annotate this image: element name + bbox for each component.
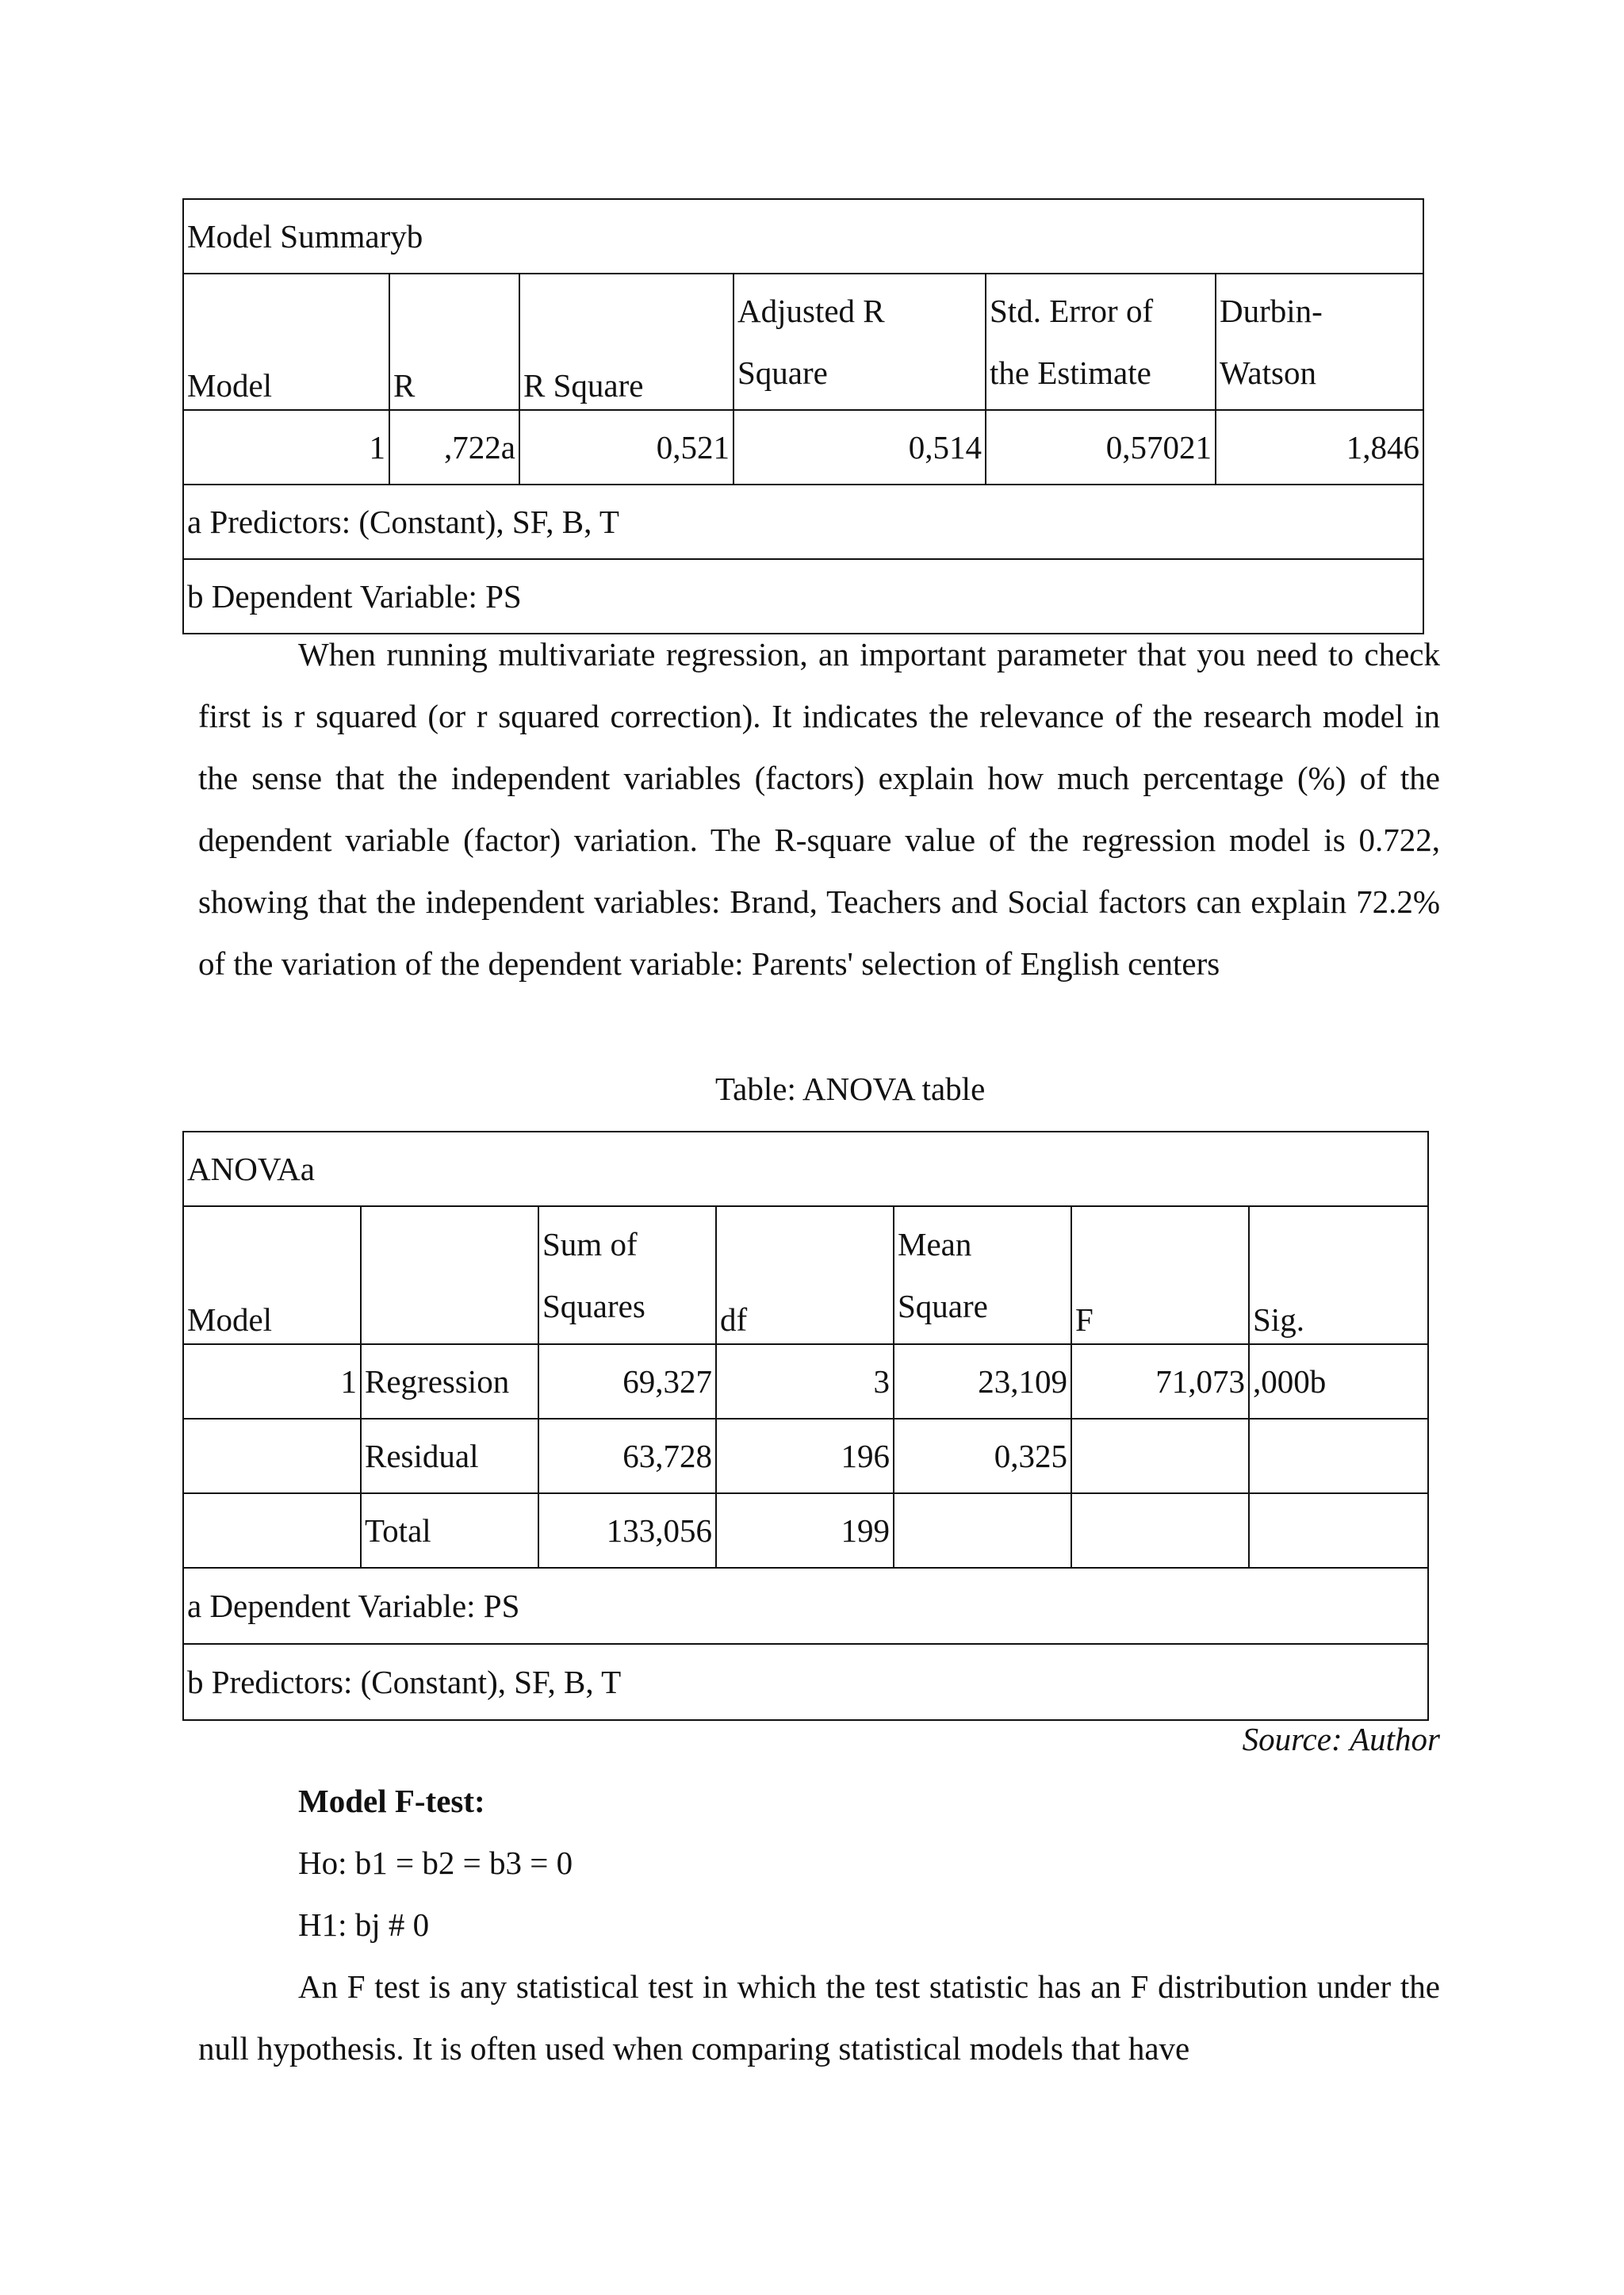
anova-header-sig: Sig.	[1249, 1206, 1428, 1344]
anova-header-f: F	[1071, 1206, 1249, 1344]
anova-cell-model: 1	[183, 1344, 361, 1419]
header-std-error: Std. Error of the Estimate	[986, 274, 1216, 410]
anova-cell-model	[183, 1493, 361, 1568]
anova-cell-df: 199	[716, 1493, 894, 1568]
anova-cell-ss: 69,327	[538, 1344, 716, 1419]
header-r: R	[389, 274, 519, 410]
anova-cell-f: 71,073	[1071, 1344, 1249, 1419]
anova-caption: Table: ANOVA table	[715, 1071, 986, 1107]
anova-cell-model	[183, 1419, 361, 1493]
cell-model: 1	[183, 410, 389, 485]
anova-title: ANOVAa	[183, 1132, 1428, 1206]
anova-header-mean-square: Mean Square	[894, 1206, 1071, 1344]
anova-cell-label: Residual	[361, 1419, 538, 1493]
anova-cell-f	[1071, 1493, 1249, 1568]
ftest-alt-hypothesis: H1: bj # 0	[298, 1906, 430, 1943]
cell-r-square: 0,521	[519, 410, 733, 485]
anova-header-model: Model	[183, 1206, 361, 1344]
model-summary-title: Model Summaryb	[183, 199, 1423, 274]
table-row	[183, 1419, 1428, 1493]
header-durbin-watson: Durbin- Watson	[1216, 274, 1423, 410]
cell-adjusted-r-square: 0,514	[733, 410, 986, 485]
table-row	[183, 1493, 1428, 1568]
anova-table	[182, 1131, 1429, 1721]
ftest-heading: Model F-test:	[298, 1783, 485, 1819]
header-adjusted-r-square: Adjusted R Square	[733, 274, 986, 410]
anova-cell-ms: 0,325	[894, 1419, 1071, 1493]
anova-header-blank	[361, 1206, 538, 1344]
ftest-null-hypothesis: Ho: b1 = b2 = b3 = 0	[298, 1845, 573, 1881]
anova-cell-label: Regression	[361, 1344, 538, 1419]
anova-cell-sig	[1249, 1493, 1428, 1568]
cell-std-error: 0,57021	[986, 410, 1216, 485]
anova-cell-df: 3	[716, 1344, 894, 1419]
cell-r: ,722a	[389, 410, 519, 485]
anova-note-a: a Dependent Variable: PS	[183, 1568, 1428, 1644]
anova-note-b: b Predictors: (Constant), SF, B, T	[183, 1644, 1428, 1720]
header-r-square: R Square	[519, 274, 733, 410]
anova-cell-sig	[1249, 1419, 1428, 1493]
anova-cell-f	[1071, 1419, 1249, 1493]
anova-header-sum-of-squares: Sum of Squares	[538, 1206, 716, 1344]
cell-durbin-watson: 1,846	[1216, 410, 1423, 485]
source-note: Source: Author	[1242, 1721, 1440, 1757]
anova-cell-label: Total	[361, 1493, 538, 1568]
table-row	[183, 1344, 1428, 1419]
anova-cell-ms	[894, 1493, 1071, 1568]
anova-cell-ss: 63,728	[538, 1419, 716, 1493]
header-model: Model	[183, 274, 389, 410]
model-summary-table	[182, 198, 1424, 634]
model-summary-note-b: b Dependent Variable: PS	[183, 559, 1423, 634]
anova-header-df: df	[716, 1206, 894, 1344]
anova-cell-ss: 133,056	[538, 1493, 716, 1568]
anova-cell-ms: 23,109	[894, 1344, 1071, 1419]
regression-paragraph: When running multivariate regression, an important parameter that you need to check first is r squared (or r squared correction). It indicates the relevance of the research model in the sense that the independent variables (factors) explain how much percentage (%) of the dependent variable (factor) variation. The R-square value of the regression model is 0.722, showing that the independent variables: Brand, Teachers and Social factors can explain 72.2% of the variation of the dependent variable: Parents' selection of English centers	[198, 636, 1440, 982]
anova-cell-df: 196	[716, 1419, 894, 1493]
ftest-paragraph: An F test is any statistical test in which the test statistic has an F distribution under the null hypothesis. It is often used when comparing statistical models that have	[198, 1968, 1440, 2067]
model-summary-note-a: a Predictors: (Constant), SF, B, T	[183, 485, 1423, 559]
anova-cell-sig: ,000b	[1249, 1344, 1428, 1419]
